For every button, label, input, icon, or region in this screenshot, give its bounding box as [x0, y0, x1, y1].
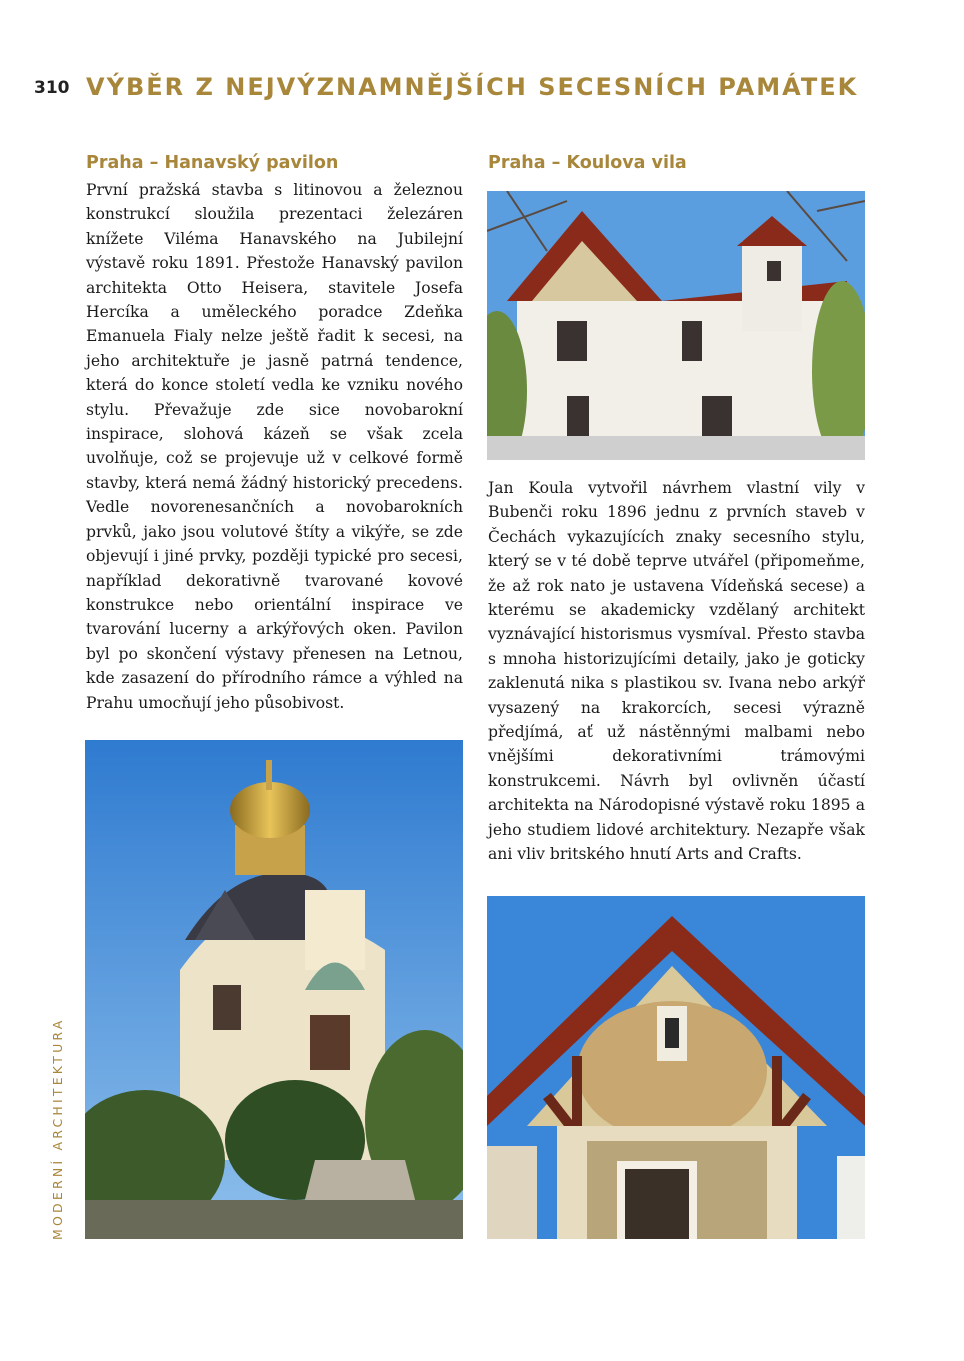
koulova-vila-detail-photo — [487, 896, 865, 1239]
sidebar-section-label: MODERNÍ ARCHITEKTURA — [50, 1017, 65, 1240]
page-number: 310 — [34, 78, 70, 98]
page-title: VÝBĚR Z NEJVÝZNAMNĚJŠÍCH SECESNÍCH PAMÁTEK — [86, 73, 859, 101]
left-body-text: První pražská stavba s litinovou a železnou konstrukcí sloužila prezentaci železáren knížete Viléma Hanavského na Jubilejní výstavě roku 1891. Přestože Hanavský pavilon architekta Otto Heisera, stavitele Josefa Hercíka a uměleckého poradce Zdeňka Emanuela Fialy nelze ještě řadit k secesi, na jeho architektuře je jasně patrná tendence, která do konce století vedla ke vzniku nového stylu. Převažuje zde sice novobarokní inspirace, slohová kázeň se však zcela uvolňuje, což se projevuje už v celkové formě stavby, která nemá žádný historický precedens. Vedle novorenesančních a novobarokních prvků, jako jsou volutové štíty a vikýře, se zde objevují i jiné prvky, později typické pro secesi, například dekorativně tvarované kovové konstrukce nebo orientální inspirace ve tvarování lucerny a arkýřových oken. Pavilon byl po skončení výstavy přenesen na Letnou, kde zasazení do přírodního rámce a výhled na Prahu umocňují jeho působivost. — [86, 181, 463, 712]
hanavsky-pavilion-photo — [85, 740, 463, 1239]
left-section-heading: Praha – Hanavský pavilon — [86, 153, 339, 173]
right-body-text: Jan Koula vytvořil návrhem vlastní vily v Bubenči roku 1896 jednu z prvních staveb v Čechách vykazujících znaky secesního stylu, který se v té době teprve utvářel (připomeňme, že až rok nato je ustavena Vídeňská secese) a kterému se akademicky vzdělaný architekt vyznávající historismus vysmíval. Přesto stavba s mnoha historizujícími detaily, jako je goticky zaklenutá nika s plastikou sv. Ivana nebo arkýř vysazený na krakorcích, secesi výrazně předjímá, ať už nástěnnými malbami nebo vnějšími dekorativními trámovými konstrukcemi. Návrh byl ovlivněn účastí architekta na Národopisné výstavě roku 1895 a jeho studiem lidové architektury. Nezapře však ani vliv britského hnutí Arts and Crafts. — [488, 479, 865, 864]
koulova-vila-photo — [487, 191, 865, 460]
right-section-heading: Praha – Koulova vila — [488, 153, 687, 173]
